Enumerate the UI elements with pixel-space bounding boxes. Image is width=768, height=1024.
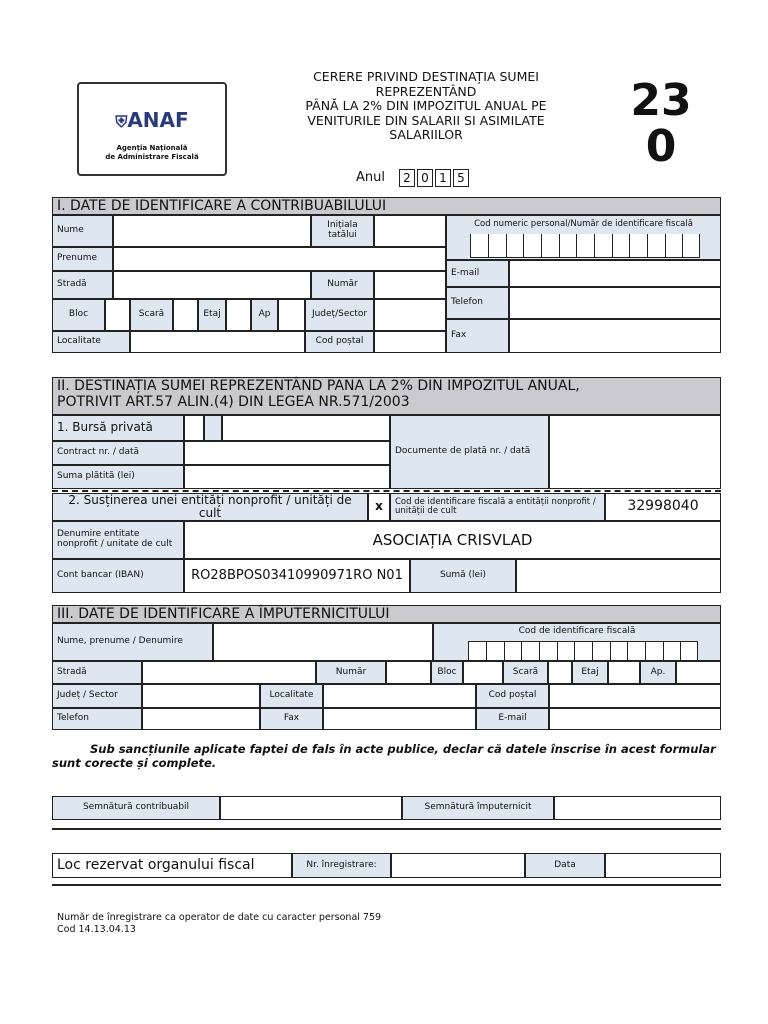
imp-bloc-label: Bloc	[431, 661, 463, 684]
imp-localitate-field[interactable]	[323, 684, 476, 708]
imp-bloc-field[interactable]	[463, 661, 503, 684]
footer-line: Număr de înregistrare ca operator de date cu caracter personal 759	[57, 912, 382, 923]
documente-label: Documente de plată nr. / dată	[390, 415, 549, 489]
imp-telefon-label: Telefon	[52, 708, 142, 730]
telefon-label: Telefon	[446, 287, 509, 319]
judet-label: Județ/Sector	[305, 299, 374, 331]
cnp-label: Cod numeric personal/Număr de identificare fiscală	[446, 215, 721, 260]
semnatura-imputernicit-field[interactable]	[554, 796, 721, 820]
imp-telefon-field[interactable]	[142, 708, 260, 730]
nr-inregistrare-field[interactable]	[391, 853, 525, 878]
imp-etaj-field[interactable]	[608, 661, 640, 684]
semnatura-contribuabil-field[interactable]	[220, 796, 402, 820]
sustinere-checkbox[interactable]: x	[368, 493, 390, 521]
imp-strada-field[interactable]	[142, 661, 316, 684]
fax-label: Fax	[446, 319, 509, 353]
year-label: Anul	[356, 170, 385, 185]
nume-field[interactable]	[113, 215, 311, 247]
cod-entitate-label: Cod de identificare fiscală a entității nonprofit / unității de cult	[390, 493, 605, 521]
cod-postal-label: Cod poștal	[305, 331, 374, 353]
section3-title: III. DATE DE IDENTIFICARE A ÎMPUTERNICITULUI	[52, 605, 721, 623]
imp-numar-field[interactable]	[386, 661, 431, 684]
semnatura-contribuabil-label: Semnătură contribuabil	[52, 796, 220, 820]
initiala-field[interactable]	[374, 215, 446, 247]
initiala-label: Inițiala tatălui	[311, 215, 374, 247]
contract-field[interactable]	[184, 441, 390, 465]
suma-label: Sumă (lei)	[410, 559, 516, 593]
sustinere-label: 2. Susținerea unei entități nonprofit / unități de cult	[52, 493, 368, 521]
form-title: CERERE PRIVIND DESTINAȚIA SUMEI REPREZENTÂND PÂNĂ LA 2% DIN IMPOZITUL ANUAL PE VENITURILE DIN SALARII SI ASIMILATE SALARIILOR	[305, 69, 547, 142]
strada-field[interactable]	[113, 271, 311, 299]
imp-email-label: E-mail	[476, 708, 549, 730]
imp-fax-label: Fax	[260, 708, 323, 730]
imp-localitate-label: Localitate	[260, 684, 323, 708]
imp-cod-digit-boxes[interactable]	[468, 641, 698, 661]
cnp-digit-boxes[interactable]	[470, 234, 700, 258]
divider	[52, 884, 721, 886]
fax-field[interactable]	[509, 319, 721, 353]
imp-ap-field[interactable]	[676, 661, 721, 684]
form-number: 23 0	[630, 75, 692, 172]
bloc-label: Bloc	[52, 299, 105, 331]
numar-field[interactable]	[374, 271, 446, 299]
loc-rezervat-label: Loc rezervat organului fiscal	[52, 853, 292, 878]
cont-field[interactable]: RO28BPOS03410990971RO N01	[184, 559, 410, 593]
cod-postal-field[interactable]	[374, 331, 446, 353]
imp-ap-label: Ap.	[640, 661, 676, 684]
imp-strada-label: Stradă	[52, 661, 142, 684]
data-field[interactable]	[605, 853, 721, 878]
imp-numar-label: Număr	[316, 661, 386, 684]
email-label: E-mail	[446, 260, 509, 287]
judet-field[interactable]	[374, 299, 446, 331]
year-digit[interactable]: 5	[453, 169, 469, 187]
ap-label: Ap	[251, 299, 278, 331]
imp-cod-label: Cod de identificare fiscală	[433, 623, 721, 661]
imp-judet-label: Județ / Sector	[52, 684, 142, 708]
denumire-field[interactable]: ASOCIAȚIA CRISVLAD	[184, 521, 721, 559]
bursa-field[interactable]	[222, 415, 390, 441]
shield-icon: ⛨	[115, 112, 128, 131]
footer	[57, 912, 381, 936]
data-label: Data	[525, 853, 605, 878]
cod-entitate-field[interactable]: 32998040	[605, 493, 721, 521]
numar-label: Număr	[311, 271, 374, 299]
suma-platita-label: Suma plătită (lei)	[52, 465, 184, 489]
denumire-label: Denumire entitate nonprofit / unitate de cult	[52, 521, 184, 559]
footer-code: Cod 14.13.04.13	[57, 924, 136, 935]
nume-label: Nume	[52, 215, 113, 247]
scara-field[interactable]	[173, 299, 198, 331]
section2-title: II. DESTINAȚIA SUMEI REPREZENTÂND PANA LA 2% DIN IMPOZITUL ANUAL, POTRIVIT ART.57 ALIN.(4) DIN LEGEA NR.571/2003	[52, 377, 721, 415]
logo-subtitle: Agenția Națională de Administrare Fiscală	[105, 144, 199, 161]
email-field[interactable]	[509, 260, 721, 287]
imp-scara-label: Scară	[503, 661, 548, 684]
contract-label: Contract nr. / dată	[52, 441, 184, 465]
nr-inregistrare-label: Nr. înregistrare:	[292, 853, 391, 878]
imp-etaj-label: Etaj	[572, 661, 608, 684]
localitate-label: Localitate	[52, 331, 130, 353]
imp-cod-postal-field[interactable]	[549, 684, 721, 708]
suma-platita-field[interactable]	[184, 465, 390, 489]
imp-fax-field[interactable]	[323, 708, 476, 730]
bloc-field[interactable]	[105, 299, 130, 331]
logo-text: ⛨ANAF	[115, 108, 189, 132]
localitate-field[interactable]	[130, 331, 305, 353]
cont-label: Cont bancar (IBAN)	[52, 559, 184, 593]
imp-nume-field[interactable]	[213, 623, 433, 661]
bursa-checkbox[interactable]	[184, 415, 204, 441]
year-digit[interactable]: 1	[435, 169, 451, 187]
strada-label: Stradă	[52, 271, 113, 299]
ap-field[interactable]	[278, 299, 305, 331]
semnatura-imputernicit-label: Semnătură împuternicit	[402, 796, 554, 820]
imp-nume-label: Nume, prenume / Denumire	[52, 623, 213, 661]
dashed-separator	[52, 490, 721, 492]
imp-cod-postal-label: Cod poștal	[476, 684, 549, 708]
divider	[52, 828, 721, 830]
bursa-spacer	[204, 415, 222, 441]
documente-field[interactable]	[549, 415, 721, 489]
section1-title: I. DATE DE IDENTIFICARE A CONTRIBUABILULUI	[52, 197, 721, 215]
anaf-logo	[77, 82, 227, 176]
prenume-label: Prenume	[52, 247, 113, 271]
imp-judet-field[interactable]	[142, 684, 260, 708]
year-digit[interactable]: 2	[399, 169, 415, 187]
etaj-label: Etaj	[198, 299, 226, 331]
year-digit[interactable]: 0	[417, 169, 433, 187]
etaj-field[interactable]	[226, 299, 251, 331]
bursa-label: 1. Bursă privată	[52, 415, 184, 441]
declaration-text: Sub sancțiunile aplicate faptei de fals în acte publice, declar că datele înscrise în acest formular sunt corecte și complete.	[52, 742, 716, 770]
scara-label: Scară	[130, 299, 173, 331]
suma-field[interactable]	[516, 559, 721, 593]
imp-scara-field[interactable]	[548, 661, 572, 684]
imp-email-field[interactable]	[549, 708, 721, 730]
prenume-field[interactable]	[113, 247, 446, 271]
telefon-field[interactable]	[509, 287, 721, 319]
